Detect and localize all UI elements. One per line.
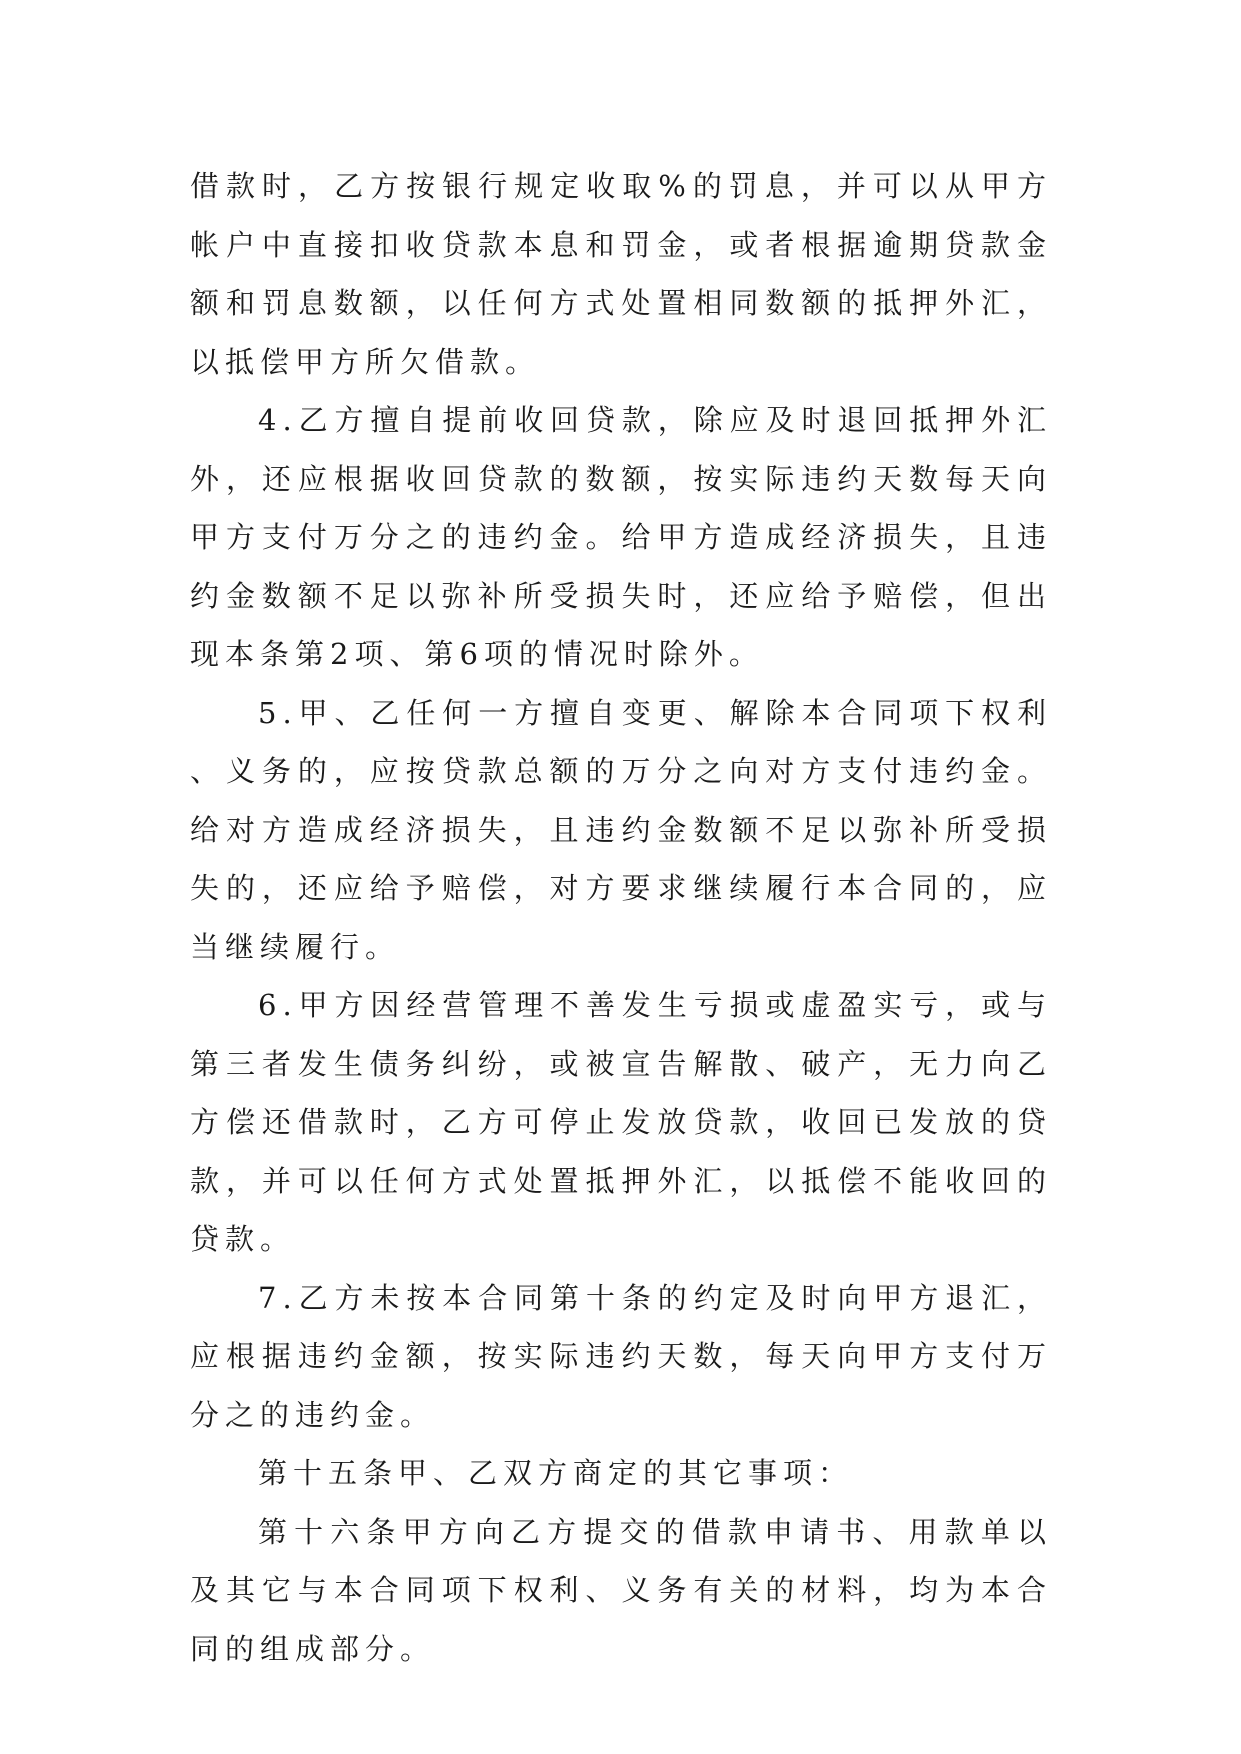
paragraph-article-16: 第十六条甲方向乙方提交的借款申请书、用款单以及其它与本合同项下权利、义务有关的材料，均为本合同的组成部分。 <box>190 1514 1052 1666</box>
paragraph-continuation: 借款时，乙方按银行规定收取%的罚息，并可以从甲方帐户中直接扣收贷款本息和罚金，或者根据逾期贷款金额和罚息数额，以任何方式处置相同数额的抵押外汇，以抵偿甲方所欠借款。 <box>190 169 1052 379</box>
document-body <box>190 157 1052 1678</box>
paragraph-item-7: 7.乙方未按本合同第十条的约定及时向甲方退汇，应根据违约金额，按实际违约天数，每天向甲方支付万分之的违约金。 <box>190 1280 1052 1432</box>
paragraph-item-5: 5.甲、乙任何一方擅自变更、解除本合同项下权利、义务的，应按贷款总额的万分之向对方支付违约金。给对方造成经济损失，且违约金数额不足以弥补所受损失的，还应给予赔偿，对方要求继续履行本合同的，应当继续履行。 <box>190 695 1052 964</box>
paragraph-article-15: 第十五条甲、乙双方商定的其它事项： <box>258 1456 854 1490</box>
paragraph-item-6: 6.甲方因经营管理不善发生亏损或虚盈实亏，或与第三者发生债务纠纷，或被宣告解散、破产，无力向乙方偿还借款时，乙方可停止发放贷款，收回已发放的贷款，并可以任何方式处置抵押外汇，以抵偿不能收回的贷款。 <box>190 988 1052 1256</box>
paragraph-item-4: 4.乙方擅自提前收回贷款，除应及时退回抵押外汇外，还应根据收回贷款的数额，按实际违约天数每天向甲方支付万分之的违约金。给甲方造成经济损失，且违约金数额不足以弥补所受损失时，还应给予赔偿，但出现本条第2项、第6项的情况时除外。 <box>190 403 1052 671</box>
